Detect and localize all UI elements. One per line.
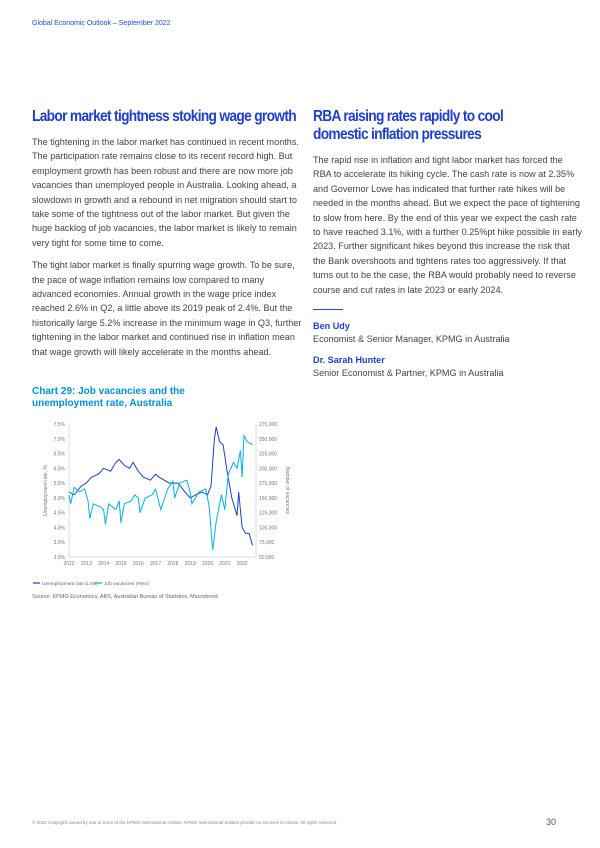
x-tick-label: 2021 — [219, 561, 231, 567]
page-number: 30 — [546, 817, 557, 827]
y-tick-label: 3.0% — [53, 555, 65, 561]
y-tick-label: 5.0% — [53, 495, 65, 502]
y-tick-label: 3.5% — [53, 540, 65, 547]
section-heading — [313, 108, 545, 144]
y2-tick-label: 275,000 — [259, 422, 278, 428]
series-line-unemployment — [69, 427, 253, 545]
x-tick-label: 2012 — [63, 561, 75, 567]
author-name: Dr. Sarah Hunter — [313, 355, 385, 366]
y2-tick-label: 50,000 — [259, 555, 275, 561]
running-header: Global Economic Outlook – September 2022 — [32, 20, 171, 27]
chart-title-line: Chart 29: Job vacancies and the — [32, 386, 185, 397]
divider — [313, 309, 343, 310]
y2-tick-label: 225,000 — [259, 451, 278, 458]
x-tick-label: 2013 — [80, 561, 92, 567]
y-tick-label: 5.5% — [53, 481, 65, 488]
right-column — [313, 108, 583, 388]
x-tick-label: 2018 — [167, 561, 179, 567]
series-line-vacancies — [69, 436, 253, 550]
author-name: Ben Udy — [313, 321, 350, 332]
y2-tick-label: 250,000 — [259, 436, 278, 443]
chart-title — [32, 386, 185, 410]
y2-tick-label: 175,000 — [259, 481, 278, 488]
legend-label: Unemployment rate (LHS) — [42, 582, 98, 587]
y-tick-label: 7.0% — [53, 436, 65, 443]
y2-tick-label: 125,000 — [259, 510, 278, 517]
x-tick-label: 2019 — [184, 561, 196, 567]
x-tick-label: 2017 — [150, 561, 162, 567]
x-tick-label: 2015 — [115, 561, 127, 567]
y2-tick-label: 200,000 — [259, 466, 278, 473]
y2-tick-label: 75,000 — [259, 540, 275, 547]
paragraph: The rapid rise in inflation and tight labor market has forced the RBA to accelerate its hiking cycle. The cash rate is now at 2.35% and Governor Lowe has indicated that further rate hikes will be needed in the months ahead. But we expect the pace of tightening to slow from here. By the end of this year we expect the cash rate to have reached 3.1%, with a further 0.25%pt hike possible in early 2023. Further significant hikes beyond this increase the risk that the Bank overshoots and tightens rates too aggressively. If that turns out to be the case, the RBA would probably need to reverse course and cut rates in late 2023 or early 2024. — [313, 155, 582, 295]
footer-copyright: © 2022 Copyright owned by one or more of the KPMG International entities. KPMG International entities provide no services to clients. All rights reserved. — [32, 820, 338, 825]
chart-source: Source: KPMG Economics, ABS, Australian Bureau of Statistics, Macrobond. — [32, 594, 220, 600]
y2-tick-label: 150,000 — [259, 495, 278, 502]
y-tick-label: 4.0% — [53, 525, 65, 532]
x-tick-label: 2014 — [98, 561, 110, 567]
x-tick-label: 2020 — [201, 561, 214, 567]
y2-axis-label: Number of vacancies — [284, 467, 290, 514]
section-heading: Labor market tightness stoking wage growth — [32, 108, 296, 125]
y-tick-label: 6.5% — [53, 451, 65, 458]
legend-label: Job vacancies (RHS) — [104, 582, 150, 587]
chart-title-line: unemployment rate, Australia — [32, 398, 173, 409]
author-role: Senior Economist & Partner, KPMG in Australia — [313, 368, 504, 379]
y-axis-label: Unemployment rate, % — [43, 465, 49, 516]
left-column — [32, 108, 302, 359]
heading-line: RBA raising rates rapidly to cool — [313, 108, 504, 125]
x-tick-label: 2016 — [132, 561, 144, 567]
line-chart — [20, 412, 300, 592]
y-tick-label: 7.5% — [53, 422, 65, 428]
y-tick-label: 6.0% — [53, 466, 65, 473]
author-role: Economist & Senior Manager, KPMG in Australia — [313, 334, 510, 345]
heading-line: domestic inflation pressures — [313, 126, 482, 143]
paragraph: The tightening in the labor market has continued in recent months. The participation rate remains close to its recent record high. But employment growth has been robust and there are now more job vacancies than unemployed people in Australia. Looking ahead, a slowdown in growth and a rebound in net migration should start to take some of the tightness out of the labor market. But given the huge backlog of job vacancies, the labor market is likely to remain very tight for some time to come. — [32, 137, 299, 248]
x-tick-label: 2022 — [236, 561, 248, 567]
paragraph: The tight labor market is finally spurring wage growth. To be sure, the pace of wage inflation remains low compared to many advanced economies. Annual growth in the wage price index reached 2.6% in Q2, a little above its 2019 peak of 2.4%. But the historically large 5.2% increase in the minimum wage in Q3, further tightening in the labor market and continued rise in inflation mean that wage growth will likely accelerate in the months ahead. — [32, 260, 302, 357]
y-tick-label: 4.5% — [53, 510, 65, 517]
y2-tick-label: 100,000 — [259, 525, 278, 532]
